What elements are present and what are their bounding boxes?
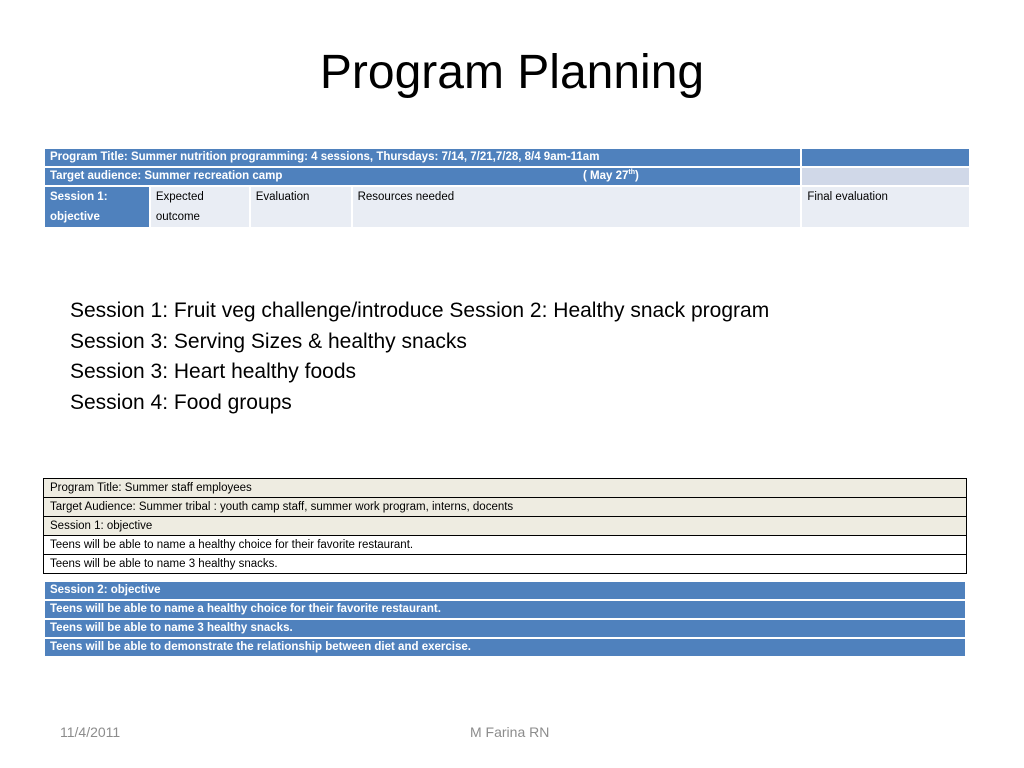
table-row: Teens will be able to name 3 healthy snacks. [45, 620, 965, 637]
target-audience-side-cell [802, 168, 969, 185]
session-1-objective-header: Session 1: objective [45, 187, 149, 227]
footer-date: 11/4/2011 [60, 724, 121, 740]
resources-needed-header: Resources needed [353, 187, 801, 227]
program-title-side-cell [802, 149, 969, 166]
staff-target-audience: Target Audience: Summer tribal : youth camp staff, summer work program, interns, docents [44, 498, 967, 517]
table-row: Teens will be able to name a healthy choice for their favorite restaurant. [45, 601, 965, 618]
expected-outcome-header: Expected outcome [151, 187, 249, 227]
program-title-cell: Program Title: Summer nutrition programming: 4 sessions, Thursdays: 7/14, 7/21,7/28, 8/4 9am-11am [45, 149, 800, 166]
program-table-1 [43, 147, 971, 229]
staff-session-1-objective: Session 1: objective [44, 517, 967, 536]
table-row: Teens will be able to demonstrate the relationship between diet and exercise. [45, 639, 965, 656]
evaluation-header: Evaluation [251, 187, 351, 227]
staff-program-title: Program Title: Summer staff employees [44, 479, 967, 498]
slide-title: Program Planning [319, 46, 705, 99]
target-audience-label: Target audience: Summer recreation camp [50, 170, 283, 182]
session-line: Session 3: Heart healthy foods [70, 360, 357, 384]
program-table-3 [43, 580, 967, 658]
footer-author: M Farina RN [470, 724, 550, 740]
target-audience-date: ( May 27th) [583, 169, 639, 182]
table-row: Teens will be able to name 3 healthy snacks. [44, 555, 967, 574]
sessions-list [70, 296, 970, 418]
session-line: Session 1: Fruit veg challenge/introduce Session 2: Healthy snack program [70, 299, 770, 322]
final-evaluation-header: Final evaluation [802, 187, 969, 227]
target-audience-cell [45, 168, 800, 185]
session-2-objective: Session 2: objective [45, 582, 965, 599]
session-line: Session 4: Food groups [70, 390, 292, 414]
session-line: Session 3: Serving Sizes & healthy snacks [70, 329, 467, 353]
table-row: Teens will be able to name a healthy choice for their favorite restaurant. [44, 536, 967, 555]
program-table-2 [43, 478, 967, 574]
